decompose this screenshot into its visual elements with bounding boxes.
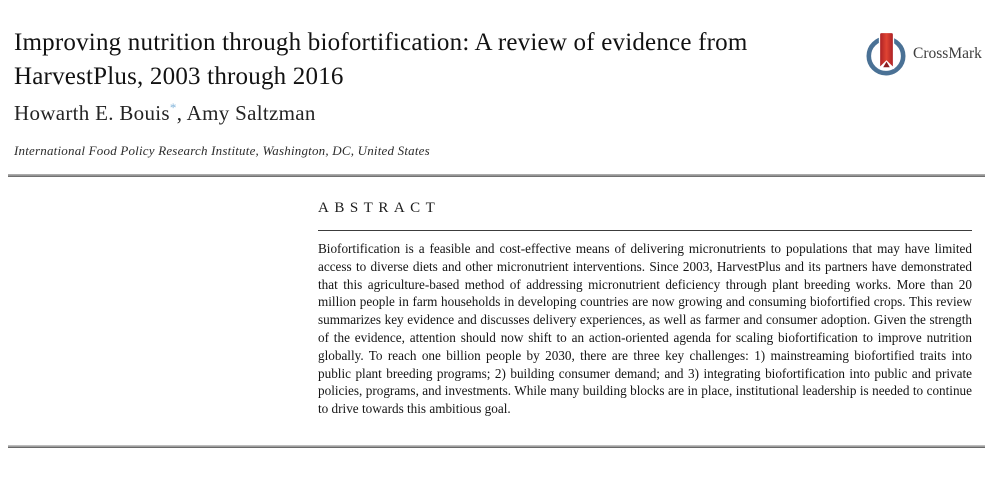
footer-divider-rule (8, 445, 985, 448)
author-name-1: Howarth E. Bouis (14, 101, 170, 125)
author-separator: , (176, 101, 187, 125)
paper-title (14, 26, 850, 94)
paper-title-line-1: Improving nutrition through biofortification: A review of evidence from (14, 29, 748, 56)
abstract-section (318, 200, 972, 418)
header-divider-rule (8, 174, 985, 177)
crossmark-badge[interactable] (866, 31, 982, 77)
corresponding-author-asterisk-link[interactable]: * (169, 100, 177, 115)
crossmark-label: CrossMark (913, 45, 982, 62)
abstract-divider-rule (318, 230, 972, 231)
affiliation: International Food Policy Research Institute, Washington, DC, United States (14, 143, 430, 158)
author-line (14, 101, 316, 126)
author-name-2: Amy Saltzman (186, 101, 316, 125)
abstract-text: Biofortification is a feasible and cost-effective means of delivering micronutrients to populations that may have limited access to diverse diets and other micronutrient interventions. Since 2003, HarvestPlus and its partners have demonstrated that this agriculture-based method of addressing micronutrient deficiency through plant breeding works. More than 20 million people in farm households in developing countries are now growing and consuming biofortified crops. This review summarizes key evidence and discusses delivery experiences, as well as farmer and consumer adoption. Given the strength of the evidence, attention should now shift to an action-oriented agenda for scaling biofortification to improve nutrition globally. To reach one billion people by 2030, there are three key challenges: 1) mainstreaming biofortified traits into public plant breeding programs; 2) building consumer demand; and 3) integrating biofortification into public and private policies, programs, and investments. While many building blocks are in place, institutional leadership is needed to continue to drive towards this ambitious goal. (318, 241, 972, 417)
paper-title-line-2: HarvestPlus, 2003 through 2016 (14, 63, 344, 90)
crossmark-bookmark-circle-icon (866, 31, 908, 77)
abstract-heading: ABSTRACT (318, 200, 441, 216)
